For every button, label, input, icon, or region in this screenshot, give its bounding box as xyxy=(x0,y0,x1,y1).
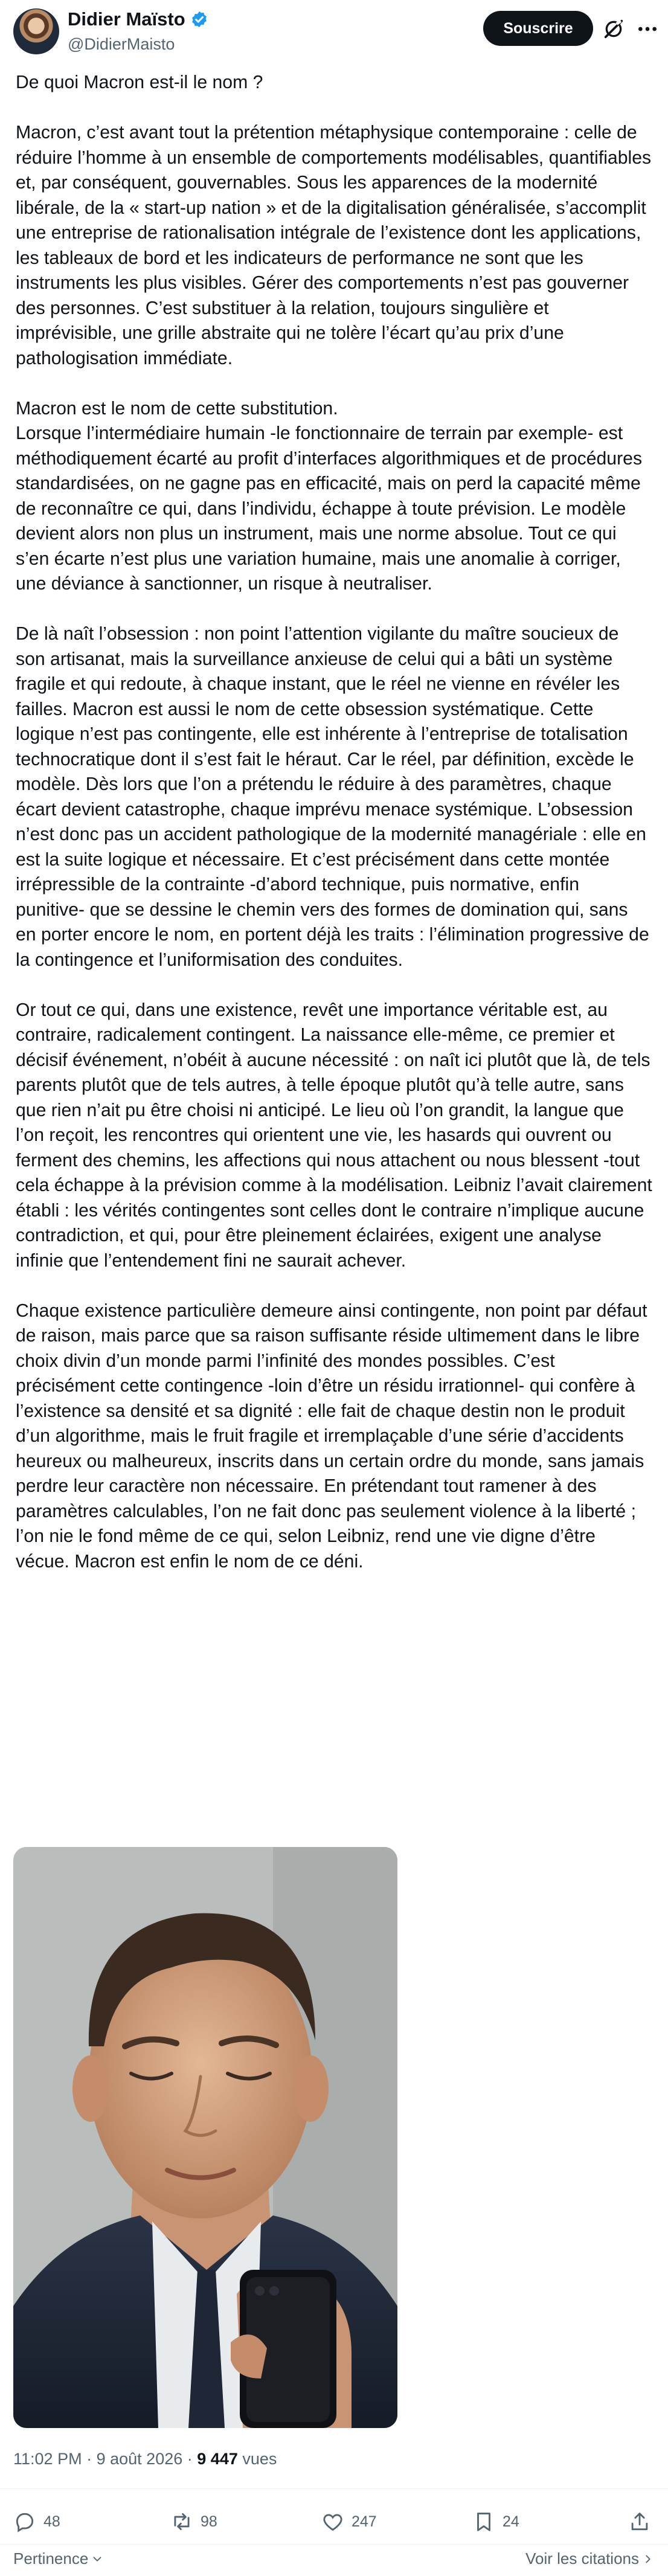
view-quotes-link[interactable] xyxy=(525,2549,655,2568)
reply-button[interactable] xyxy=(13,2501,60,2543)
tweet-time[interactable]: 11:02 PM xyxy=(13,2450,82,2468)
sort-dropdown[interactable] xyxy=(13,2549,104,2568)
bookmark-count: 24 xyxy=(503,2513,519,2530)
meta-separator-2: · xyxy=(187,2450,193,2468)
action-bar xyxy=(0,2501,668,2543)
reply-icon xyxy=(13,2510,36,2533)
subscribe-button[interactable]: Souscrire xyxy=(483,11,593,46)
views-label: vues xyxy=(242,2450,277,2468)
repost-button[interactable] xyxy=(170,2501,217,2543)
chevron-down-icon xyxy=(91,2552,104,2566)
author-name-row xyxy=(68,8,208,30)
repost-count: 98 xyxy=(201,2513,217,2530)
tweet-meta xyxy=(13,2450,277,2468)
like-icon xyxy=(321,2510,344,2533)
tweet-date[interactable]: 9 août 2026 xyxy=(96,2450,183,2468)
photo-illustration xyxy=(13,1847,397,2428)
bookmark-button[interactable] xyxy=(472,2501,519,2543)
reply-count: 48 xyxy=(43,2513,60,2530)
meta-separator: · xyxy=(86,2450,92,2468)
share-button[interactable] xyxy=(628,2501,651,2543)
avatar[interactable] xyxy=(13,8,59,54)
chevron-right-icon xyxy=(641,2552,655,2566)
tweet-header xyxy=(0,0,668,66)
share-icon xyxy=(628,2510,651,2533)
tweet-photo[interactable] xyxy=(13,1847,397,2428)
bookmark-icon xyxy=(472,2510,495,2533)
author-handle[interactable]: @DidierMaisto xyxy=(68,35,175,53)
replies-sort-row xyxy=(0,2545,668,2575)
author-display-name[interactable]: Didier Maïsto xyxy=(68,8,185,30)
verified-badge-icon xyxy=(190,10,208,28)
like-count: 247 xyxy=(352,2513,377,2530)
grok-icon[interactable] xyxy=(602,17,626,41)
divider-top xyxy=(0,2488,668,2489)
view-quotes-label: Voir les citations xyxy=(525,2549,639,2568)
views-count: 9 447 xyxy=(197,2450,238,2468)
more-icon[interactable] xyxy=(635,17,660,41)
tweet-text: De quoi Macron est-il le nom ? Macron, c’est avant tout la prétention métaphysique contemporaine : celle de réduire l’homme à un ensemble de comportements modélisables, quantifiables et, par conséquent, gouvernables. Sous les apparences de la modernité libérale, de la « start-up nation » et de la digitalisation généralisée, s’accomplit une entreprise de rationalisation intégrale de l’existence dont les applications, les tableaux de bord et les indicateurs de performance ne sont que les instruments les plus visibles. Gérer des comportements n’est pas gouverner des personnes. C’est substituer à la relation, toujours singulière et imprévisible, une grille abstraite qui ne tolère l’écart qu’au prix d’une pathologisation immédiate. Macron est le nom de cette substitution. Lorsque l’intermédiaire humain -le fonctionnaire de terrain par exemple- est méthodiquement écarté au profit d’interfaces algorithmiques et de procédures standardisées, on ne gagne pas en efficacité, mais on perd la capacité même de reconnaître ce qui, dans l’individu, échappe à toute prévision. Le modèle devient alors non plus un instrument, mais une norme absolue. Tout ce qui s’en écarte n’est plus une variation humaine, mais une anomalie à corriger, une déviance à sanctionner, un risque à neutraliser. De là naît l’obsession : non point l’attention vigilante du maître soucieux de son artisanat, mais la surveillance anxieuse de celui qui a bâti un système fragile et qui redoute, à chaque instant, que le réel ne vienne en révéler les failles. Macron est aussi le nom de cette obsession systématique. Cette logique n’est pas contingente, elle est inhérente à l’entreprise de totalisation technocratique dont il s’est fait le héraut. Car le réel, par définition, excède le modèle. Dès lors que l’on a prétendu le réduire à des paramètres, chaque écart devient catastrophe, chaque imprévu menace systémique. L’obsession n’est donc pas un accident pathologique de la modernité managériale : elle en est la suite logique et nécessaire. Et c’est précisément dans cette montée irrépressible de la contrainte -d’abord technique, puis normative, enfin punitive- que se dessine le chemin vers des formes de domination qui, sans en porter encore le nom, en portent déjà les traits : l’élimination progressive de la contingence et l’uniformisation des conduites. Or tout ce qui, dans une existence, revêt une importance véritable est, au contraire, radicalement contingent. La naissance elle-même, ce premier et décisif événement, n’obéit à aucune nécessité : on naît ici plutôt que là, de tels parents plutôt que de tels autres, à telle époque plutôt qu’à telle autre, sans que rien n’ait pu être choisi ni anticipé. Le lieu où l’on grandit, la langue que l’on reçoit, les rencontres qui orientent une vie, les hasards qui ouvrent ou ferment des chemins, les affections qui nous attachent ou nous blessent -tout cela échappe à la prévision comme à la modélisation. Leibniz l’avait clairement établi : les vérités contingentes sont celles dont le contraire n’implique aucune contradiction, et qui, pour être pleinement éclairées, exigent une analyse infinie que l’entendement fini ne saurait achever. Chaque existence particulière demeure ainsi contingente, non point par défaut de raison, mais parce que sa raison suffisante réside ultimement dans le libre choix divin d’un monde parmi l’infinité des mondes possibles. C’est précisément cette contingence -loin d’être un résidu irrationnel- qui confère à l’existence sa densité et sa dignité : elle fait de chaque destin non le produit d’un algorithme, mais le fruit fragile et irremplaçable d’une série d’accidents heureux ou malheureux, inscrits dans un certain ordre du monde, sans jamais perdre leur caractère non nécessaire. En prétendant tout ramener à des paramètres calculables, l’on ne fait donc pas seulement violence à la liberté ; l’on nie le fond même de ce qui, selon Leibniz, rend une vie digne d’être vécue. Macron est enfin le nom de ce déni. xyxy=(16,72,652,1572)
repost-icon xyxy=(170,2510,193,2533)
like-button[interactable] xyxy=(321,2501,377,2543)
sort-label: Pertinence xyxy=(13,2549,89,2568)
